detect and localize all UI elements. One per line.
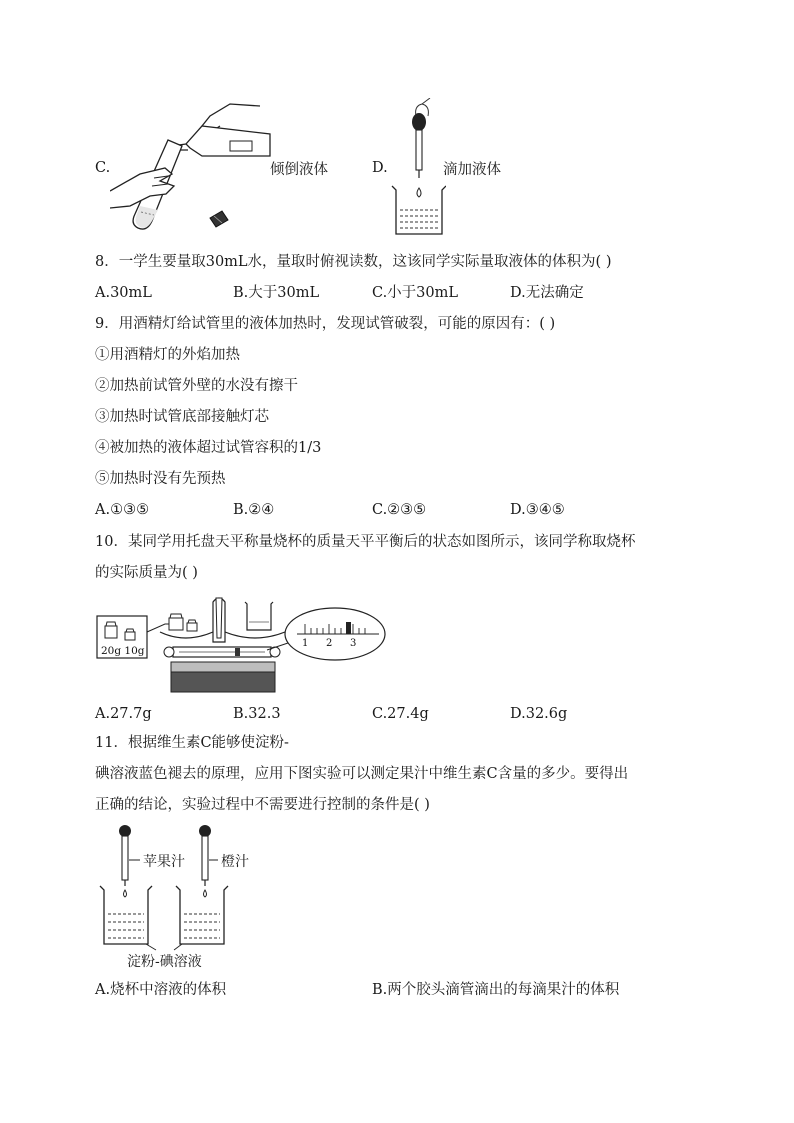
q8-option-c: C.小于30mL bbox=[372, 285, 459, 301]
q10-stem-line2: 的实际质量为( ) bbox=[95, 565, 198, 581]
q9-item-4: ④被加热的液体超过试管容积的1/3 bbox=[95, 440, 322, 456]
q8-stem: 8．一学生要量取30mL水，量取时俯视读数，这该同学实际量取液体的体积为( ) bbox=[95, 254, 612, 270]
q7-option-c-caption: 倾倒液体 bbox=[270, 162, 328, 178]
q11-stem-line2: 碘溶液蓝色褪去的原理，应用下图实验可以测定果汁中维生素C含量的多少。要得出 bbox=[95, 766, 629, 782]
q9-option-a: A.①③⑤ bbox=[95, 502, 150, 518]
q9-item-3: ③加热时试管底部接触灯芯 bbox=[95, 409, 269, 425]
scale-tick-2: 2 bbox=[326, 638, 333, 649]
q9-option-b: B.②④ bbox=[233, 502, 275, 518]
scale-tick-3: 3 bbox=[350, 638, 357, 649]
q8-option-d: D.无法确定 bbox=[510, 285, 584, 301]
q9-item-2: ②加热前试管外壁的水没有擦干 bbox=[95, 378, 298, 394]
q8-option-a: A.30mL bbox=[95, 285, 152, 301]
q7-option-c-letter: C. bbox=[95, 160, 111, 176]
q9-stem: 9．用酒精灯给试管里的液体加热时，发现试管破裂，可能的原因有：( ) bbox=[95, 316, 556, 332]
q10-option-c: C.27.4g bbox=[372, 706, 429, 722]
dropping-liquid-figure bbox=[386, 98, 446, 236]
q11-stem-line1: 11．根据维生素C能够使淀粉- bbox=[95, 735, 289, 751]
balance-figure bbox=[95, 592, 390, 698]
q8-option-b: B.大于30mL bbox=[233, 285, 320, 301]
q9-option-c: C.②③⑤ bbox=[372, 502, 427, 518]
label-starch-iodine-solution: 淀粉-碘溶液 bbox=[127, 954, 202, 970]
q10-option-a: A.27.7g bbox=[95, 706, 152, 722]
q7-option-d-letter: D. bbox=[372, 160, 388, 176]
q11-option-a: A.烧杯中溶液的体积 bbox=[95, 982, 227, 998]
q11-stem-line3: 正确的结论，实验过程中不需要进行控制的条件是( ) bbox=[95, 797, 430, 813]
pouring-liquid-figure bbox=[110, 96, 275, 234]
q7-option-d-caption: 滴加液体 bbox=[443, 162, 501, 178]
q9-item-5: ⑤加热时没有先预热 bbox=[95, 471, 226, 487]
q9-item-1: ①用酒精灯的外焰加热 bbox=[95, 347, 240, 363]
q9-option-d: D.③④⑤ bbox=[510, 502, 565, 518]
q10-option-d: D.32.6g bbox=[510, 706, 568, 722]
scale-tick-1: 1 bbox=[302, 638, 309, 649]
label-orange-juice: 橙汁 bbox=[221, 854, 249, 870]
weights-label: 20g 10g bbox=[101, 645, 145, 657]
q11-option-b: B.两个胶头滴管滴出的每滴果汁的体积 bbox=[372, 982, 620, 998]
q10-option-b: B.32.3 bbox=[233, 706, 281, 722]
q10-stem-line1: 10．某同学用托盘天平称量烧杯的质量天平平衡后的状态如图所示，该同学称取烧杯 bbox=[95, 534, 636, 550]
label-apple-juice: 苹果汁 bbox=[143, 854, 185, 870]
